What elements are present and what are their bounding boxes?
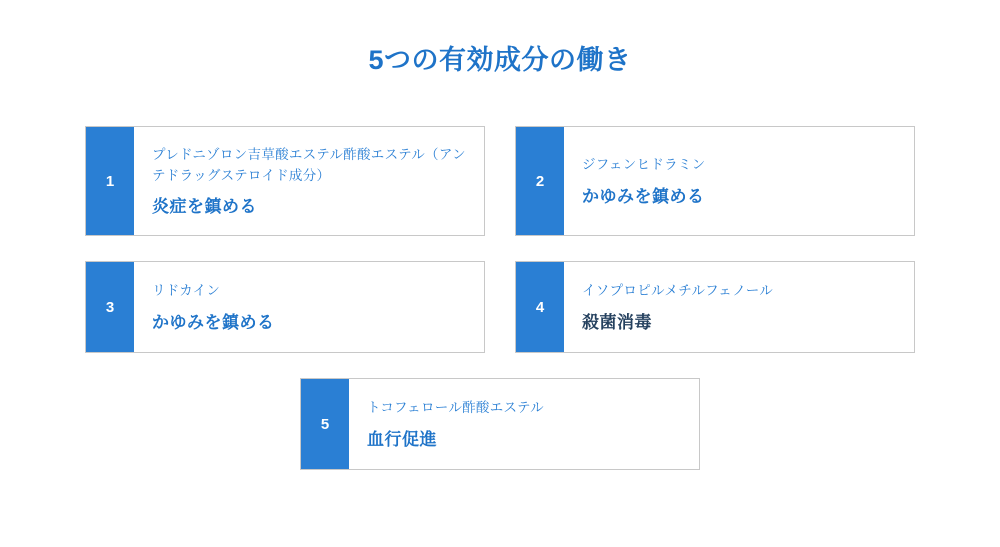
card-row-1 xyxy=(85,126,915,236)
column-gap xyxy=(485,261,515,353)
ingredient-card-1[interactable] xyxy=(85,126,485,236)
card-number-badge: 3 xyxy=(86,262,134,352)
card-body xyxy=(134,127,484,235)
page-title: 5つの有効成分の働き xyxy=(368,45,632,75)
ingredient-name: ジフェンヒドラミン xyxy=(582,157,706,173)
card-body xyxy=(134,262,484,352)
ingredient-card-2[interactable] xyxy=(515,126,915,236)
column-gap xyxy=(485,126,515,236)
ingredient-effect: かゆみを鎮める xyxy=(582,186,705,206)
ingredient-card-3[interactable] xyxy=(85,261,485,353)
ingredient-name: リドカイン xyxy=(152,283,221,299)
card-row-3 xyxy=(85,378,915,470)
ingredient-name: トコフェロール酢酸エステル xyxy=(367,400,544,416)
ingredient-card-5[interactable] xyxy=(300,378,700,470)
ingredient-name: プレドニゾロン吉草酸エステル酢酸エステル（アンテドラッグステロイド成分） xyxy=(152,146,466,183)
ingredient-name: イソプロピルメチルフェノール xyxy=(582,283,774,299)
card-number-badge: 5 xyxy=(301,379,349,469)
card-body xyxy=(349,379,699,469)
card-body xyxy=(564,262,914,352)
ingredient-effect: 殺菌消毒 xyxy=(582,312,652,332)
card-number-badge: 1 xyxy=(86,127,134,235)
ingredient-card-4[interactable] xyxy=(515,261,915,353)
card-row-2 xyxy=(85,261,915,353)
ingredient-card-grid xyxy=(85,126,915,495)
ingredient-effect: 炎症を鎮める xyxy=(152,197,257,217)
card-body xyxy=(564,127,914,235)
card-number-badge: 2 xyxy=(516,127,564,235)
ingredient-effect: かゆみを鎮める xyxy=(152,312,275,332)
card-number-badge: 4 xyxy=(516,262,564,352)
ingredient-effect: 血行促進 xyxy=(367,429,437,449)
